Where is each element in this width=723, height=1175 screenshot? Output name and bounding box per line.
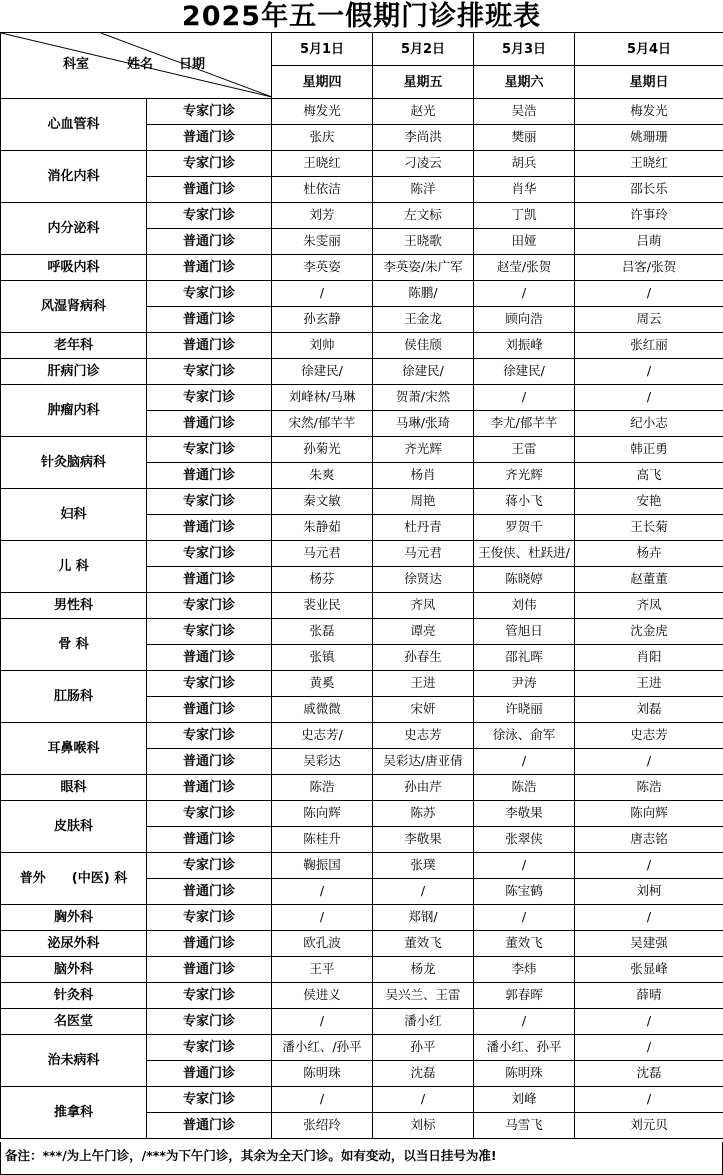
department-name: 肿瘤内科 [1,385,147,437]
clinic-type: 专家门诊 [147,801,272,827]
table-row [1,619,723,645]
doctor-cell: 陈向辉 [575,801,723,827]
doctor-cell: 刘标 [373,1113,474,1139]
table-row [1,775,723,801]
table-row [1,801,723,827]
doctor-cell: 吴建强 [575,931,723,957]
page-title: 2025年五一假期门诊排班表 [181,1,542,32]
doctor-cell: 周云 [575,307,723,333]
table-row [1,1035,723,1061]
doctor-cell: 姚珊珊 [575,125,723,151]
doctor-cell: 刘元贝 [575,1113,723,1139]
doctor-cell: 史志芳 [373,723,474,749]
clinic-type: 专家门诊 [147,593,272,619]
table-row [1,99,723,125]
doctor-cell: 戚微微 [272,697,373,723]
doctor-cell: 鞠振国 [272,853,373,879]
doctor-cell: 宋妍 [373,697,474,723]
footer-note: 备注：***/为上午门诊，/***为下午门诊，其余为全天门诊。如有变动，以当日挂号为准! [0,1142,723,1175]
table-row [1,905,723,931]
doctor-cell: 贺萧/宋然 [373,385,474,411]
doctor-cell: 胡兵 [474,151,575,177]
department-name: 消化内科 [1,151,147,203]
doctor-cell: 王俊侠、杜跃进/ [474,541,575,567]
doctor-cell: 陈向辉 [272,801,373,827]
clinic-type: 普通门诊 [147,177,272,203]
clinic-type: 专家门诊 [147,905,272,931]
doctor-cell: 李英姿 [272,255,373,281]
clinic-type: 普通门诊 [147,645,272,671]
doctor-cell: 刘磊 [575,697,723,723]
clinic-type: 专家门诊 [147,151,272,177]
doctor-cell: 纪小志 [575,411,723,437]
department-name: 普外 (中医) 科 [1,853,147,905]
clinic-type: 普通门诊 [147,879,272,905]
doctor-cell: / [474,385,575,411]
date-header: 5月2日 [373,33,474,66]
schedule-table [0,32,723,1139]
weekday-header: 星期六 [474,66,575,99]
doctor-cell: / [474,853,575,879]
clinic-type: 普通门诊 [147,255,272,281]
doctor-cell: 梅发光 [272,99,373,125]
doctor-cell: 孙玄静 [272,307,373,333]
doctor-cell: 陈浩 [474,775,575,801]
weekday-header: 星期日 [575,66,723,99]
doctor-cell: 马元君 [373,541,474,567]
doctor-cell: 孙菊光 [272,437,373,463]
doctor-cell: / [474,905,575,931]
doctor-cell: 刘伟 [474,593,575,619]
clinic-type: 普通门诊 [147,749,272,775]
clinic-type: 专家门诊 [147,385,272,411]
doctor-cell: 宋然/郁芊芊 [272,411,373,437]
doctor-cell: 潘小红、孙平 [474,1035,575,1061]
doctor-cell: 沈磊 [575,1061,723,1087]
doctor-cell: 唐志铭 [575,827,723,853]
doctor-cell: 梅发光 [575,99,723,125]
doctor-cell: 齐凤 [575,593,723,619]
table-row [1,255,723,281]
doctor-cell: 史志芳/ [272,723,373,749]
doctor-cell: 齐光辉 [474,463,575,489]
doctor-cell: 裴业民 [272,593,373,619]
department-name: 儿 科 [1,541,147,593]
doctor-cell: 张庆 [272,125,373,151]
clinic-type: 普通门诊 [147,931,272,957]
doctor-cell: 秦文敏 [272,489,373,515]
doctor-cell: 王晓歌 [373,229,474,255]
doctor-cell: 徐建民/ [373,359,474,385]
doctor-cell: 陈桂升 [272,827,373,853]
weekday-header: 星期四 [272,66,373,99]
doctor-cell: 王平 [272,957,373,983]
doctor-cell: 许事玲 [575,203,723,229]
table-row [1,931,723,957]
clinic-type: 专家门诊 [147,1087,272,1113]
doctor-cell: 陈鹏/ [373,281,474,307]
doctor-cell: 孙春生 [373,645,474,671]
doctor-cell: 张绍玲 [272,1113,373,1139]
date-header: 5月4日 [575,33,723,66]
clinic-type: 普通门诊 [147,125,272,151]
doctor-cell: / [575,281,723,307]
doctor-cell: 刘柯 [575,879,723,905]
department-name: 肝病门诊 [1,359,147,385]
doctor-cell: 徐贤达 [373,567,474,593]
doctor-cell: 樊丽 [474,125,575,151]
doctor-cell: 周艳 [373,489,474,515]
clinic-type: 专家门诊 [147,489,272,515]
doctor-cell: 陈明珠 [474,1061,575,1087]
department-name: 名医堂 [1,1009,147,1035]
doctor-cell: 陈苏 [373,801,474,827]
department-name: 妇科 [1,489,147,541]
doctor-cell: 徐泳、俞军 [474,723,575,749]
doctor-cell: 刘峰林/马琳 [272,385,373,411]
clinic-type: 普通门诊 [147,515,272,541]
doctor-cell: 王进 [373,671,474,697]
doctor-cell: 邵礼晖 [474,645,575,671]
doctor-cell: 田娅 [474,229,575,255]
doctor-cell: / [575,1035,723,1061]
doctor-cell: 潘小红、/孙平 [272,1035,373,1061]
doctor-cell: 孙由芹 [373,775,474,801]
doctor-cell: 郭春晖 [474,983,575,1009]
doctor-cell: 齐凤 [373,593,474,619]
doctor-cell: 马雪飞 [474,1113,575,1139]
clinic-type: 普通门诊 [147,411,272,437]
doctor-cell: 陈洋 [373,177,474,203]
doctor-cell: 刘帅 [272,333,373,359]
doctor-cell: / [272,281,373,307]
doctor-cell: 赵董董 [575,567,723,593]
clinic-type: 专家门诊 [147,853,272,879]
doctor-cell: 陈浩 [575,775,723,801]
doctor-cell: 马琳/张琦 [373,411,474,437]
clinic-type: 普通门诊 [147,229,272,255]
department-name: 眼科 [1,775,147,801]
doctor-cell: 王进 [575,671,723,697]
doctor-cell: 王长菊 [575,515,723,541]
doctor-cell: / [272,1009,373,1035]
doctor-cell: / [575,749,723,775]
table-row [1,151,723,177]
doctor-cell: 黄奚 [272,671,373,697]
doctor-cell: 潘小红 [373,1009,474,1035]
table-row [1,541,723,567]
doctor-cell: 吕客/张贺 [575,255,723,281]
clinic-type: 普通门诊 [147,957,272,983]
doctor-cell: 董效飞 [474,931,575,957]
doctor-cell: 管旭日 [474,619,575,645]
doctor-cell: 肖阳 [575,645,723,671]
doctor-cell: 陈晓婷 [474,567,575,593]
doctor-cell: 赵莹/张贺 [474,255,575,281]
table-row [1,1087,723,1113]
doctor-cell: 史志芳 [575,723,723,749]
doctor-cell: 刁凌云 [373,151,474,177]
date-header: 5月1日 [272,33,373,66]
clinic-type: 普通门诊 [147,333,272,359]
doctor-cell: / [575,385,723,411]
weekday-header: 星期五 [373,66,474,99]
doctor-cell: 高飞 [575,463,723,489]
doctor-cell: 邵长乐 [575,177,723,203]
table-row [1,957,723,983]
clinic-type: 普通门诊 [147,307,272,333]
doctor-cell: 陈明珠 [272,1061,373,1087]
doctor-cell: 朱雯丽 [272,229,373,255]
doctor-cell: 张镇 [272,645,373,671]
clinic-type: 专家门诊 [147,359,272,385]
doctor-cell: 朱静茹 [272,515,373,541]
clinic-type: 普通门诊 [147,1061,272,1087]
department-name: 皮肤科 [1,801,147,853]
table-row [1,593,723,619]
doctor-cell: 杨芬 [272,567,373,593]
table-row [1,489,723,515]
department-name: 内分泌科 [1,203,147,255]
corner-label-name: 姓名 [127,57,154,72]
doctor-cell: 马元君 [272,541,373,567]
doctor-cell: 沈金虎 [575,619,723,645]
doctor-cell: 吴彩达 [272,749,373,775]
clinic-type: 专家门诊 [147,1009,272,1035]
doctor-cell: / [474,1009,575,1035]
department-name: 推拿科 [1,1087,147,1139]
doctor-cell: / [272,879,373,905]
department-name: 男性科 [1,593,147,619]
department-name: 脑外科 [1,957,147,983]
doctor-cell: 侯进义 [272,983,373,1009]
doctor-cell: 李炜 [474,957,575,983]
doctor-cell: 张磊 [272,619,373,645]
doctor-cell: 吴兴兰、王雷 [373,983,474,1009]
clinic-type: 普通门诊 [147,1113,272,1139]
department-name: 骨 科 [1,619,147,671]
doctor-cell: 张红丽 [575,333,723,359]
doctor-cell: 许晓丽 [474,697,575,723]
doctor-cell: 郑钢/ [373,905,474,931]
doctor-cell: 刘振峰 [474,333,575,359]
doctor-cell: 张显峰 [575,957,723,983]
table-row [1,671,723,697]
doctor-cell: 薛晴 [575,983,723,1009]
doctor-cell: 侯佳颀 [373,333,474,359]
table-row [1,281,723,307]
doctor-cell: 陈浩 [272,775,373,801]
doctor-cell: 杨肖 [373,463,474,489]
doctor-cell: 丁凯 [474,203,575,229]
doctor-cell: 韩正勇 [575,437,723,463]
table-row [1,359,723,385]
doctor-cell: 徐建民/ [474,359,575,385]
doctor-cell: 李尤/郁芊芊 [474,411,575,437]
doctor-cell: 吴彩达/唐亚倩 [373,749,474,775]
clinic-type: 专家门诊 [147,1035,272,1061]
clinic-type: 专家门诊 [147,99,272,125]
doctor-cell: / [575,905,723,931]
clinic-type: 普通门诊 [147,697,272,723]
clinic-type: 专家门诊 [147,541,272,567]
department-name: 治未病科 [1,1035,147,1087]
doctor-cell: 陈宝鹤 [474,879,575,905]
table-row [1,203,723,229]
clinic-type: 普通门诊 [147,827,272,853]
clinic-type: 普通门诊 [147,567,272,593]
department-name: 耳鼻喉科 [1,723,147,775]
doctor-cell: 杨龙 [373,957,474,983]
doctor-cell: 王金龙 [373,307,474,333]
doctor-cell: 谭亮 [373,619,474,645]
department-name: 胸外科 [1,905,147,931]
doctor-cell: 杜依洁 [272,177,373,203]
doctor-cell: 刘峰 [474,1087,575,1113]
doctor-cell: / [575,853,723,879]
clinic-type: 专家门诊 [147,203,272,229]
doctor-cell: 肖华 [474,177,575,203]
department-name: 老年科 [1,333,147,359]
department-name: 呼吸内科 [1,255,147,281]
doctor-cell: 沈磊 [373,1061,474,1087]
doctor-cell: 蒋小飞 [474,489,575,515]
table-row [1,723,723,749]
doctor-cell: 吴浩 [474,99,575,125]
clinic-type: 专家门诊 [147,723,272,749]
clinic-type: 专家门诊 [147,671,272,697]
doctor-cell: 尹涛 [474,671,575,697]
doctor-cell: 李敬果 [474,801,575,827]
doctor-cell: 罗贺千 [474,515,575,541]
doctor-cell: 李敬果 [373,827,474,853]
date-header: 5月3日 [474,33,575,66]
doctor-cell: / [575,1087,723,1113]
table-row [1,853,723,879]
doctor-cell: 吕萌 [575,229,723,255]
doctor-cell: 欧孔波 [272,931,373,957]
department-name: 针灸脑病科 [1,437,147,489]
doctor-cell: 杜丹青 [373,515,474,541]
doctor-cell: 孙平 [373,1035,474,1061]
doctor-cell: 王晓红 [272,151,373,177]
department-name: 泌尿外科 [1,931,147,957]
clinic-type: 专家门诊 [147,619,272,645]
doctor-cell: 赵光 [373,99,474,125]
doctor-cell: 李尚洪 [373,125,474,151]
department-name: 针灸科 [1,983,147,1009]
doctor-cell: 李英姿/朱广军 [373,255,474,281]
doctor-cell: 朱爽 [272,463,373,489]
table-row [1,1009,723,1035]
doctor-cell: / [474,749,575,775]
doctor-cell: / [575,1009,723,1035]
corner-label-dept: 科室 [63,57,90,72]
doctor-cell: / [575,359,723,385]
doctor-cell: 王晓红 [575,151,723,177]
doctor-cell: 左文标 [373,203,474,229]
department-name: 肛肠科 [1,671,147,723]
doctor-cell: 杨卉 [575,541,723,567]
table-row [1,385,723,411]
clinic-type: 专家门诊 [147,281,272,307]
department-name: 风湿肾病科 [1,281,147,333]
clinic-type: 普通门诊 [147,775,272,801]
doctor-cell: / [272,1087,373,1113]
table-row [1,333,723,359]
clinic-type: 普通门诊 [147,463,272,489]
doctor-cell: 张翠侠 [474,827,575,853]
doctor-cell: 刘芳 [272,203,373,229]
doctor-cell: 董效飞 [373,931,474,957]
doctor-cell: / [373,879,474,905]
doctor-cell: / [272,905,373,931]
header-corner-cell [1,33,272,99]
doctor-cell: 徐建民/ [272,359,373,385]
clinic-type: 专家门诊 [147,983,272,1009]
clinic-type: 专家门诊 [147,437,272,463]
department-name: 心血管科 [1,99,147,151]
doctor-cell: 安艳 [575,489,723,515]
doctor-cell: 齐光辉 [373,437,474,463]
doctor-cell: 王雷 [474,437,575,463]
table-row [1,437,723,463]
doctor-cell: 张璞 [373,853,474,879]
corner-label-date: 日期 [179,57,206,72]
doctor-cell: / [474,281,575,307]
doctor-cell: 顾向浩 [474,307,575,333]
table-row [1,983,723,1009]
doctor-cell: / [373,1087,474,1113]
